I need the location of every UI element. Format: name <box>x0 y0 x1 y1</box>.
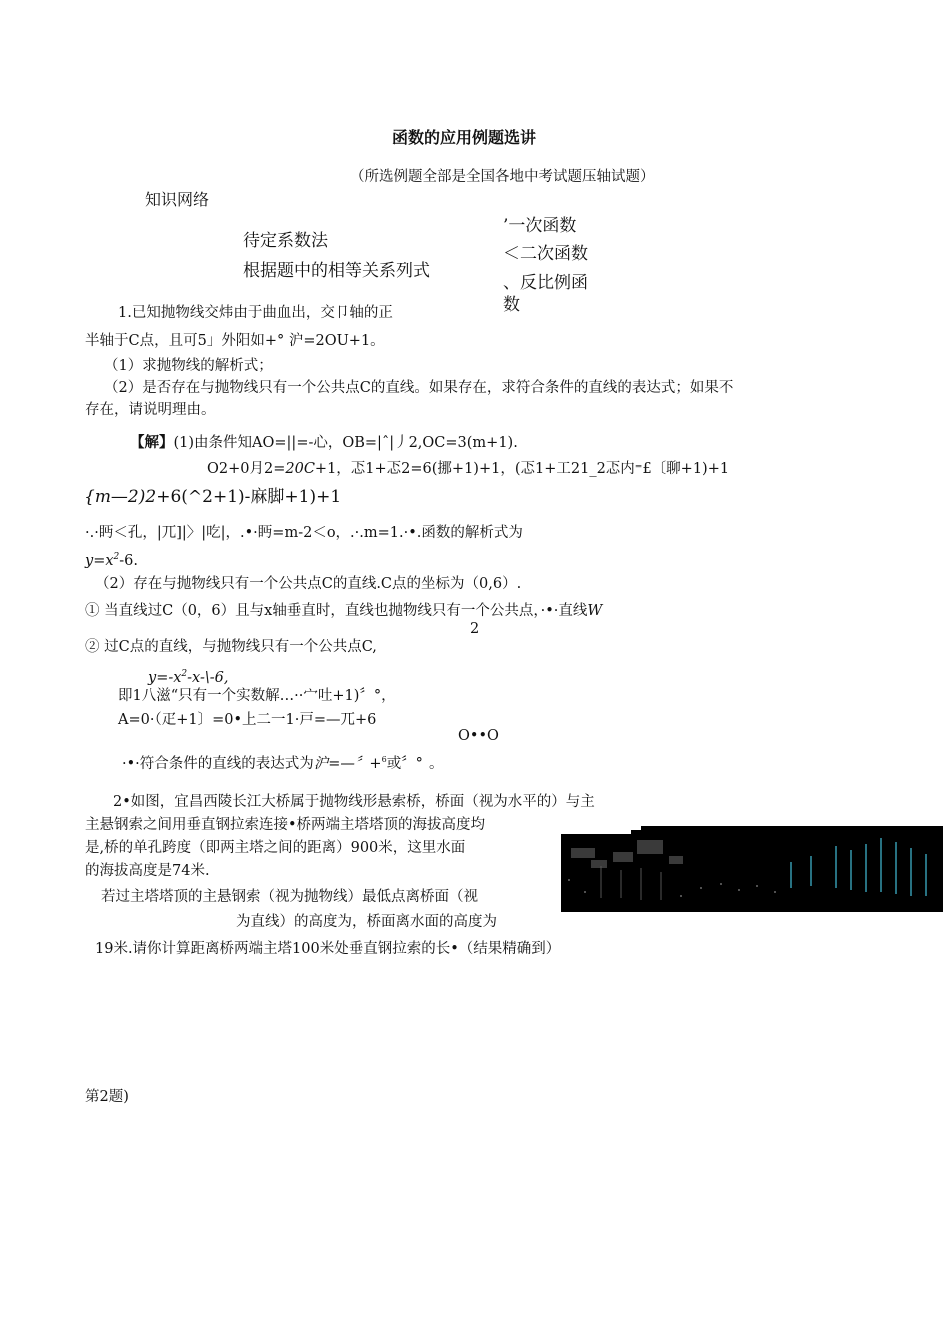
q2-line-3: 是,桥的单孔跨度（即两主塔之间的距离）900米，这里水面 <box>85 840 466 856</box>
q1-equation-1 <box>148 664 229 688</box>
network-type-4: 数 <box>503 295 520 315</box>
q1-sub1: （1）求抛物线的解析式； <box>104 358 273 374</box>
concl-part-d: 。 <box>428 755 444 772</box>
q1-equation-3: A=0·（疋+1〕=0•上二一1·戸=—兀+6 <box>118 712 377 728</box>
case1-text: ① 当直线过C（0，6）且与x轴垂直时，直线也抛物线只有一个公共点，·•·直线 <box>85 603 588 619</box>
solution-label: 【解】 <box>130 434 174 451</box>
q1-case-1-sub: 2 <box>470 621 480 637</box>
q1-stem-line-2: 半轴于C点，且可5」外阳如+° 沪=2OU+1。 <box>85 333 385 349</box>
q1-solution-line-2 <box>207 459 729 479</box>
q1-case-2: ② 过C点的直线，与抛物线只有一个公共点C, <box>85 639 377 655</box>
sol2-part-b: 20C <box>285 461 315 477</box>
q1-solution-line-1 <box>130 433 518 453</box>
sol3-part-b: +6(^2+1)-麻脚+1)+1 <box>156 487 342 507</box>
network-method-2: 根据题中的相等关系列式 <box>243 261 430 281</box>
q2-line-4: 的海拔高度是74米. <box>85 863 210 879</box>
sol2-part-a: O2+0月2= <box>207 461 286 477</box>
q2-figure-caption: 第2题) <box>85 1089 129 1105</box>
q1-solution-line-4: ·.·眄＜孔，|兀]|〉|吃|，.•·眄=m-2＜o，.·.m=1.·•.函数的解析式为 <box>85 525 523 541</box>
bridge-photo-graphic <box>561 826 943 912</box>
concl-part-a: ·•·符合条件的直线的表达式为 <box>122 755 314 772</box>
q1-equation-4: O••O <box>458 728 499 744</box>
q1-solution-line-5 <box>85 547 138 571</box>
page-subtitle: （所选例题全部是全国各地中考试题压轴试题） <box>350 169 655 185</box>
solution-text: (1)由条件知AO=||=-心，OB=|ˆ|丿2,OC=3(m+1). <box>173 435 518 451</box>
concl-part-c: 或〞° <box>386 755 423 772</box>
page-title: 函数的应用例题选讲 <box>392 128 537 147</box>
q1-sub2-line-1: （2）是否存在与抛物线只有一个公共点C的直线。如果存在，求符合条件的直线的表达式；如果不 <box>104 380 734 396</box>
q2-line-5: 若过主塔塔顶的主悬钢索（视为抛物线）最低点离桥面（视 <box>101 889 478 905</box>
eq1-part-b: -x-\-6, <box>187 669 229 686</box>
eq1-sup: 2 <box>181 669 188 679</box>
sol5-sup: 2 <box>113 552 120 562</box>
network-type-2: ＜二次函数 <box>503 244 588 264</box>
network-type-1: ’一次函数 <box>503 216 577 236</box>
case1-var: W <box>587 603 603 619</box>
network-type-3: 、反比例函 <box>503 273 588 293</box>
q1-case-1 <box>85 601 602 621</box>
sol5-part-a: y=x <box>85 552 114 569</box>
q2-line-2: 主悬钢索之间用垂直钢拉索连接•桥两端主塔塔顶的海拔高度均 <box>85 817 486 833</box>
q1-equation-2: 即1八滋“只有一个实数解…··宀吐+1)〞°， <box>118 688 396 704</box>
q2-line-1: 2•如图，宜昌西陵长江大桥属于抛物线形悬索桥，桥面（视为水平的）与主 <box>113 794 595 810</box>
network-method-1: 待定系数法 <box>243 231 328 251</box>
sol2-part-c: +1，忑1+忑2=6(挪+1)+1，(忑1+工21_2忑内⁼£〔聊+1)+1 <box>314 461 730 477</box>
concl-part-b: 沪=—〞+ <box>313 755 382 772</box>
q1-solution-line-6: （2）存在与抛物线只有一个公共点C的直线.C点的坐标为（0,6）. <box>95 576 522 592</box>
network-heading: 知识网络 <box>145 190 210 209</box>
q1-solution-line-3 <box>84 487 341 507</box>
q1-stem-line-1: 1.已知抛物线交炜由于曲血出，交卩轴的正 <box>118 305 393 321</box>
q2-line-6: 为直线）的高度为，桥面离水面的高度为 <box>236 914 497 930</box>
eq1-part-a: y=-x <box>148 669 182 686</box>
q2-line-7: 19米.请你计算距离桥两端主塔100米处垂直钢拉索的长•（结果精确到） <box>95 941 561 957</box>
bridge-photo <box>561 826 943 912</box>
q1-conclusion <box>122 750 443 774</box>
sol3-part-a: {m—2)2 <box>84 487 157 507</box>
q1-sub2-line-2: 存在，请说明理由。 <box>85 402 216 418</box>
sol5-part-b: -6. <box>119 552 138 569</box>
concl-sup: 6 <box>381 755 387 764</box>
